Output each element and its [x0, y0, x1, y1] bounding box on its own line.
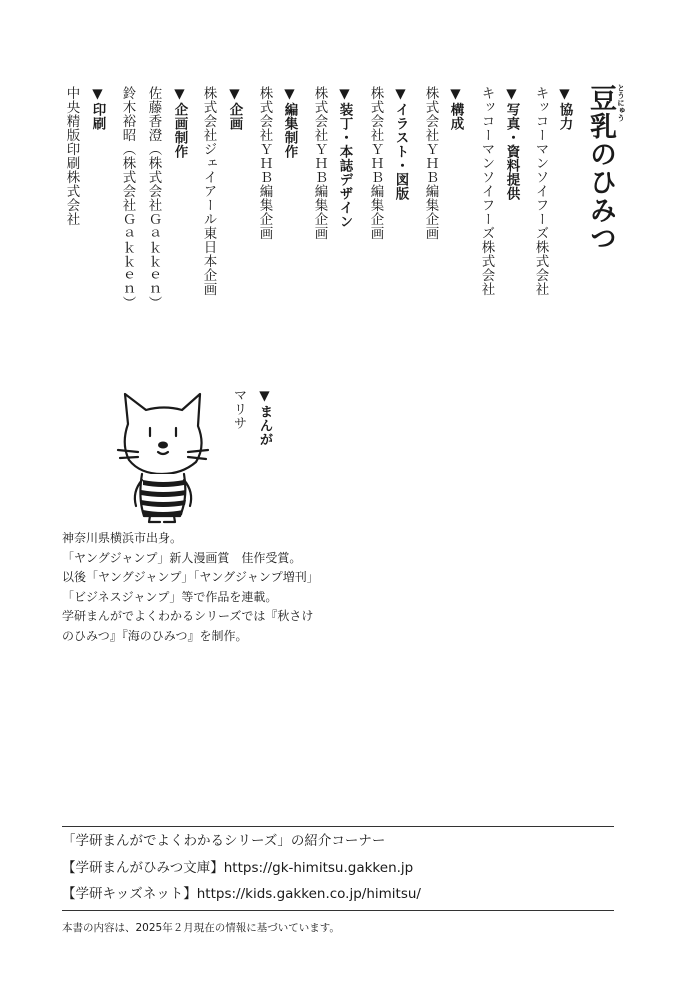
manga-heading: ▼まんが — [256, 388, 273, 447]
credit-line-editing: 株式会社ＹＨＢ編集企画 — [256, 86, 273, 240]
credit-heading-printing: ▼印刷 — [89, 86, 106, 131]
credit-heading-editing: ▼編集制作 — [281, 86, 298, 159]
credit-line-cooperation: キッコーマンソイフーズ株式会社 — [532, 86, 549, 296]
credit-heading-planning: ▼企画 — [226, 86, 243, 131]
credit-line-plan-production-2: 鈴木裕昭（株式会社Ｇａｋｋｅｎ） — [119, 86, 136, 310]
credit-heading-photo: ▼写真・資料提供 — [503, 86, 520, 201]
content-date-note: 本書の内容は、2025年２月現在の情報に基づいています。 — [62, 922, 340, 934]
series-intro-heading: 「学研まんがでよくわかるシリーズ」の紹介コーナー — [62, 833, 386, 849]
credit-heading-composition: ▼構成 — [447, 86, 464, 131]
kids-net-link[interactable]: 【学研キッズネット】https://kids.gakken.co.jp/himitsu/ — [62, 886, 421, 902]
artist-bio: 神奈川県横浜市出身。 「ヤングジャンプ」新人漫画賞 佳作受賞。 以後「ヤングジャンプ」「ヤングジャンプ増刊」「ビジネスジャンプ」等で作品を連載。 学研まんがでよくわかるシリーズでは『秋さけのひみつ』『海のひみつ』を制作。 — [62, 531, 319, 643]
credit-line-plan-production-1: 佐藤香澄（株式会社Ｇａｋｋｅｎ） — [145, 86, 162, 310]
cat-icon — [116, 388, 212, 524]
title-ruby: とうにゅう — [616, 84, 626, 122]
credit-line-printing: 中央精版印刷株式会社 — [63, 86, 80, 226]
credit-heading-plan-production: ▼企画制作 — [171, 86, 188, 159]
credit-heading-design: ▼装丁・本誌デザイン — [336, 86, 353, 229]
credit-line-composition: 株式会社ＹＨＢ編集企画 — [422, 86, 439, 240]
footer-top-rule — [62, 826, 614, 827]
manga-artist-name: マリサ — [230, 388, 247, 430]
credit-heading-illustration: ▼イラスト・図版 — [392, 86, 409, 201]
footer-bottom-rule — [62, 910, 614, 911]
credit-line-illustration: 株式会社ＹＨＢ編集企画 — [367, 86, 384, 240]
credit-line-photo: キッコーマンソイフーズ株式会社 — [478, 86, 495, 296]
credit-line-design: 株式会社ＹＨＢ編集企画 — [311, 86, 328, 240]
credit-line-planning: 株式会社ジェイアール東日本企画 — [200, 86, 217, 296]
himitsu-library-link[interactable]: 【学研まんがひみつ文庫】https://gk-himitsu.gakken.jp — [62, 860, 414, 876]
credit-heading-cooperation: ▼協力 — [556, 86, 573, 131]
cat-illustration — [116, 388, 212, 528]
book-title: 豆乳のひみつ — [585, 84, 616, 252]
